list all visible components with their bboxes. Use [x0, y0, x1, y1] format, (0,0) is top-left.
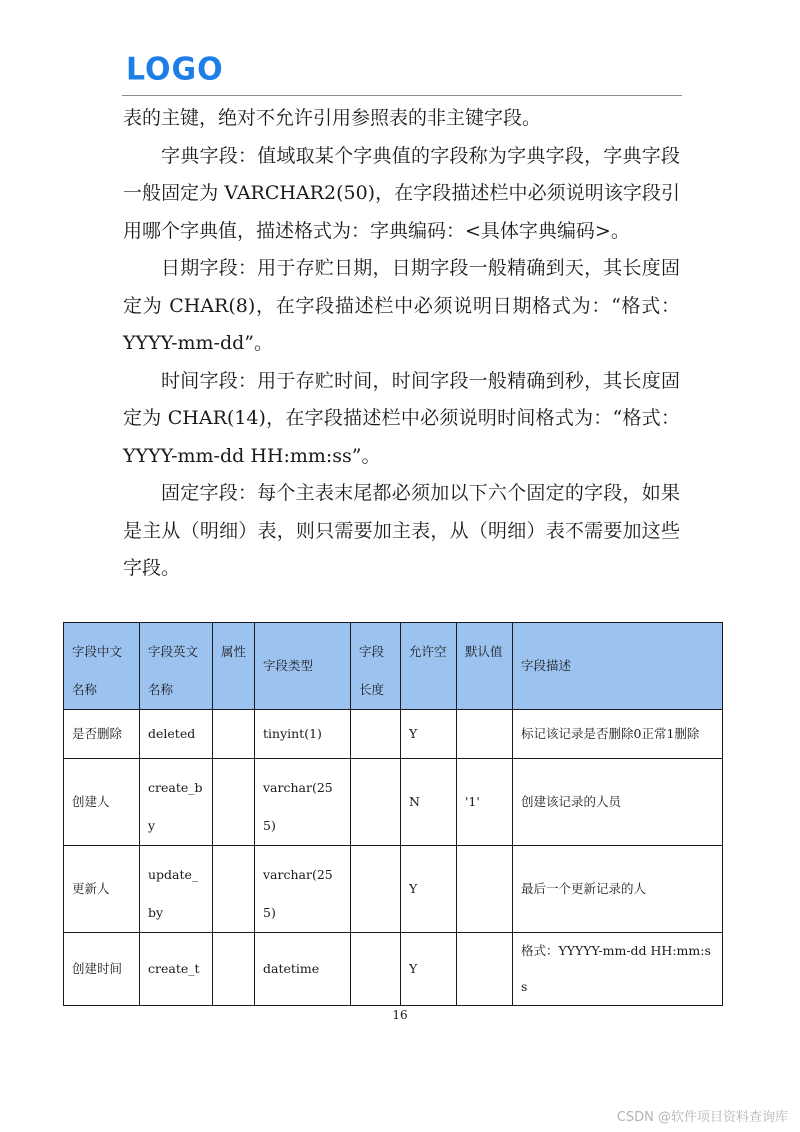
cell-en-name: deleted [140, 710, 213, 759]
watermark: CSDN @软件项目资料查询库 [616, 1110, 788, 1125]
cell-en-name: create_by [140, 759, 213, 846]
cell-cn-name: 更新人 [64, 846, 140, 933]
header-cell-attribute: 属性 [213, 623, 255, 710]
cell-type: varchar(255) [255, 846, 351, 933]
cell-attribute [213, 933, 255, 1006]
cell-default: '1' [457, 759, 513, 846]
cell-cn-name: 是否删除 [64, 710, 140, 759]
header-cell-length: 字段长度 [351, 623, 401, 710]
cell-default [457, 933, 513, 1006]
paragraph-dictionary-field: 字典字段：值域取某个字典值的字段称为字典字段，字典字段一般固定为 VARCHAR2(50)，在字段描述栏中必须说明该字段引用哪个字典值，描述格式为：字典编码：<具体字典编码>。 [123, 144, 680, 242]
table-row [64, 710, 723, 759]
table-row [64, 933, 723, 1006]
cell-type: datetime [255, 933, 351, 1006]
header-cell-default: 默认值 [457, 623, 513, 710]
cell-type: tinyint(1) [255, 710, 351, 759]
header-cell-description: 字段描述 [513, 623, 723, 710]
cell-description: 创建该记录的人员 [513, 759, 723, 846]
header-cell-nullable: 允许空 [401, 623, 457, 710]
cell-nullable: Y [401, 846, 457, 933]
cell-default [457, 846, 513, 933]
logo: LOGO [126, 51, 224, 88]
cell-length [351, 846, 401, 933]
cell-attribute [213, 846, 255, 933]
paragraph-date-field: 日期字段：用于存贮日期，日期字段一般精确到天，其长度固定为 CHAR(8)，在字段描述栏中必须说明日期格式为：“格式：YYYY-mm-dd”。 [123, 257, 680, 354]
cell-cn-name: 创建人 [64, 759, 140, 846]
cell-nullable: Y [401, 933, 457, 1006]
page-number: 16 [392, 1008, 408, 1022]
cell-description: 最后一个更新记录的人 [513, 846, 723, 933]
cell-length [351, 759, 401, 846]
table-row [64, 846, 723, 933]
table-row [64, 759, 723, 846]
cell-en-name: create_t [140, 933, 213, 1006]
cell-description: 格式：YYYYY-mm-dd HH:mm:ss [513, 933, 723, 1006]
paragraph-time-field: 时间字段：用于存贮时间，时间字段一般精确到秒，其长度固定为 CHAR(14)，在字段描述栏中必须说明时间格式为：“格式：YYYY-mm-dd HH:mm:ss”。 [123, 369, 680, 467]
cell-attribute [213, 759, 255, 846]
header-cell-en-name: 字段英文名称 [140, 623, 213, 710]
cell-length [351, 933, 401, 1006]
table-header-row [64, 623, 723, 710]
header-cell-type: 字段类型 [255, 623, 351, 710]
fixed-fields-table [63, 622, 723, 1006]
cell-length [351, 710, 401, 759]
cell-cn-name: 创建时间 [64, 933, 140, 1006]
header-cell-cn-name: 字段中文名称 [64, 623, 140, 710]
cell-type: varchar(255) [255, 759, 351, 846]
cell-default [457, 710, 513, 759]
cell-nullable: N [401, 759, 457, 846]
paragraph-fixed-field: 固定字段：每个主表末尾都必须加以下六个固定的字段，如果是主从（明细）表，则只需要加主表，从（明细）表不需要加这些字段。 [123, 482, 680, 579]
cell-attribute [213, 710, 255, 759]
document-body [123, 100, 680, 588]
cell-description: 标记该记录是否删除0正常1删除 [513, 710, 723, 759]
paragraph-primary-key: 表的主键，绝对不允许引用参照表的非主键字段。 [123, 107, 542, 129]
cell-nullable: Y [401, 710, 457, 759]
header-rule [122, 95, 682, 96]
cell-en-name: update_by [140, 846, 213, 933]
